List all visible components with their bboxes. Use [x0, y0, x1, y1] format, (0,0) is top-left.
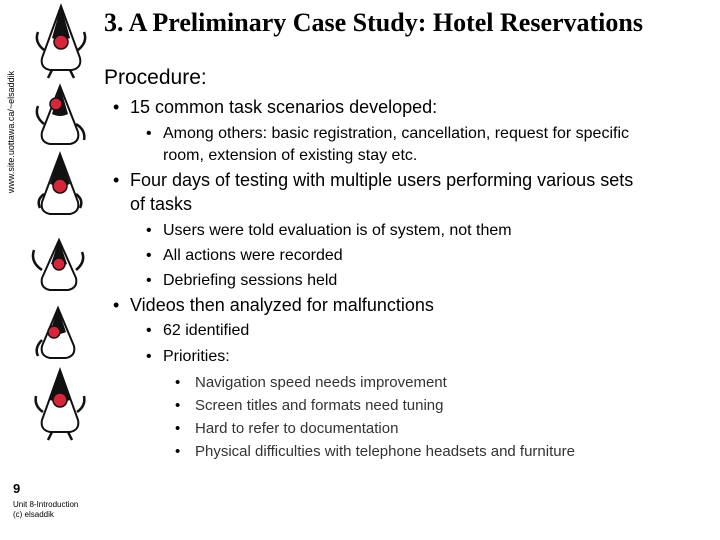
bullet-text: Videos then analyzed for malfunctions — [130, 295, 434, 315]
priority-text: Navigation speed needs improvement — [195, 374, 447, 391]
duke-mascot-icon — [30, 366, 90, 442]
bullet-marker: • — [146, 125, 152, 142]
bullet-marker: • — [175, 374, 181, 391]
page-number: 9 — [13, 481, 21, 496]
duke-mascot-icon — [30, 2, 92, 80]
bullet-marker: • — [175, 420, 181, 437]
bullet-marker: • — [175, 443, 181, 460]
bullet-marker: • — [113, 170, 120, 190]
bullet-text: Debriefing sessions held — [163, 272, 338, 289]
priority-text: Screen titles and formats need tuning — [195, 397, 444, 414]
duke-mascot-icon — [30, 150, 90, 222]
bullet-text-line1: Four days of testing with multiple users performing various sets — [130, 170, 634, 190]
duke-mascot-icon — [28, 234, 90, 296]
footer-unit: Unit 8-Introduction — [13, 500, 79, 509]
sidebar-url — [2, 52, 20, 212]
slide-title: 3. A Preliminary Case Study: Hotel Reservations — [104, 8, 643, 37]
bullet-marker: • — [146, 348, 152, 365]
bullet-text: 62 identified — [163, 322, 250, 339]
priority-text: Physical difficulties with telephone headsets and furniture — [195, 443, 575, 460]
duke-mascot-icon — [32, 82, 88, 152]
footer-copyright: (c) elsaddik — [13, 510, 54, 519]
bullet-marker: • — [113, 295, 120, 315]
bullet-marker: • — [146, 322, 152, 339]
bullet-marker: • — [113, 97, 120, 117]
bullet-text: All actions were recorded — [163, 247, 343, 264]
bullet-text: Priorities: — [163, 348, 230, 365]
bullet-marker: • — [146, 272, 152, 289]
bullet-marker: • — [146, 247, 152, 264]
bullet-marker: • — [175, 397, 181, 414]
bullet-text: Users were told evaluation is of system, not them — [163, 222, 512, 239]
bullet-text-line2: of tasks — [130, 194, 193, 214]
sidebar-url-text: www.site.uottawa.ca/~elsaddik — [6, 70, 16, 194]
bullet-text-line2: room, extension of existing stay etc. — [163, 147, 418, 164]
procedure-heading: Procedure: — [104, 66, 207, 89]
footer — [13, 500, 78, 520]
priority-text: Hard to refer to documentation — [195, 420, 399, 437]
bullet-marker: • — [146, 222, 152, 239]
bullet-text: 15 common task scenarios developed: — [130, 97, 438, 117]
bullet-text-line1: Among others: basic registration, cancellation, request for specific — [163, 125, 630, 142]
duke-mascot-icon — [30, 304, 86, 362]
